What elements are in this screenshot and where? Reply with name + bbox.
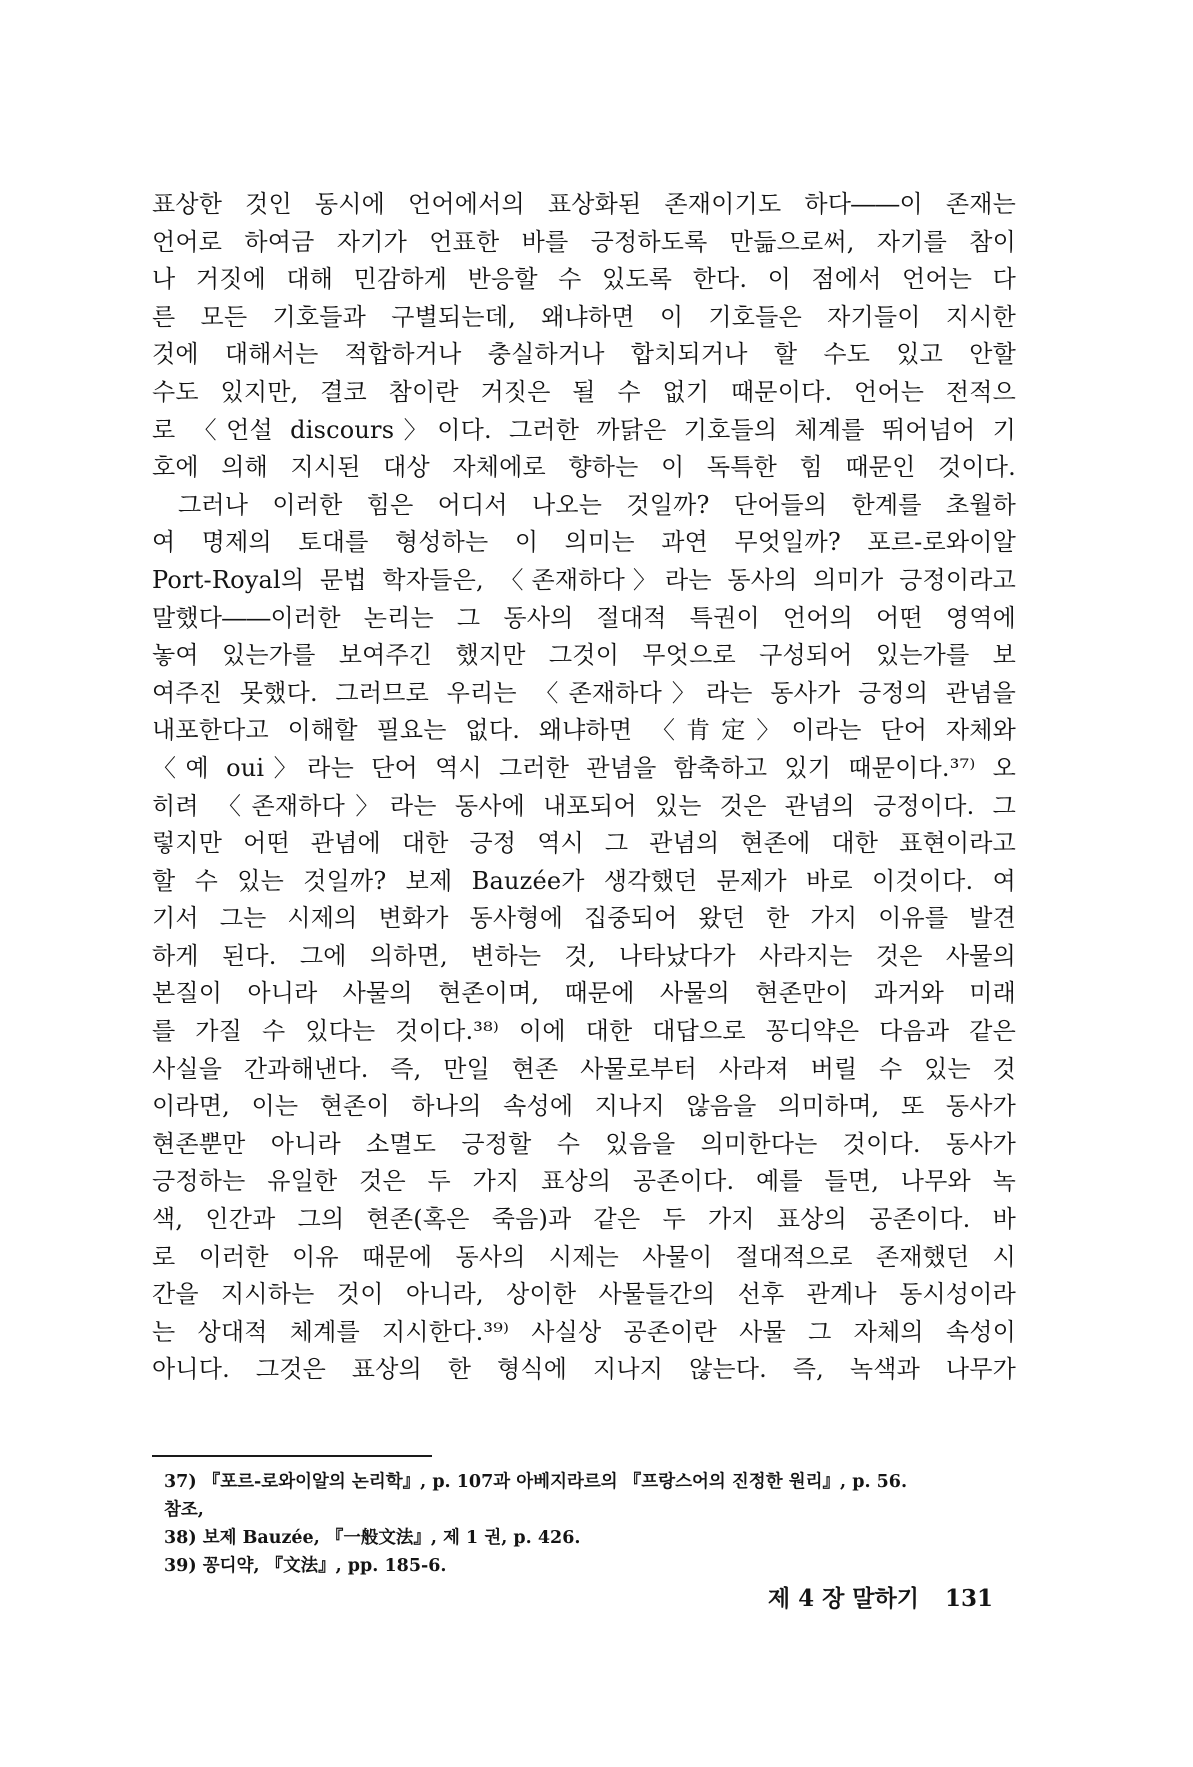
body-line: 언어로 하여금 자기가 언표한 바를 긍정하도록 만듦으로써, 자기를 참이 — [152, 227, 1016, 256]
body-line: 색, 인간과 그의 현존(혹은 죽음)과 같은 두 가지 표상의 공존이다. 바 — [152, 1205, 1016, 1234]
footnote-39: 39) 꽁디약, 『文法』, pp. 185-6. — [164, 1556, 447, 1576]
body-line: 수도 있지만, 결코 참이란 거짓은 될 수 없기 때문이다. 언어는 전적으 — [152, 377, 1016, 406]
body-line: 른 모든 기호들과 구별되는데, 왜냐하면 이 기호들은 자기들이 지시한 — [152, 302, 1016, 331]
body-line: 로 이러한 이유 때문에 동사의 시제는 사물이 절대적으로 존재했던 시 — [152, 1242, 1016, 1271]
body-line: 긍정하는 유일한 것은 두 가지 표상의 공존이다. 예를 들면, 나무와 녹 — [152, 1167, 1016, 1196]
body-line: 호에 의해 지시된 대상 자체에로 향하는 이 독특한 힘 때문인 것이다. — [152, 453, 1016, 482]
body-line: 할 수 있는 것일까? 보제 Bauzée가 생각했던 문제가 바로 이것이다. 여 — [152, 866, 1016, 895]
body-line: 로 〈언설 discours〉이다. 그러한 까닭은 기호들의 체계를 뛰어넘어 기 — [152, 415, 1016, 444]
body-line: 여주진 못했다. 그러므로 우리는 〈존재하다〉라는 동사가 긍정의 관념을 — [152, 678, 1016, 707]
chapter-title: 제 4 장 말하기 — [767, 1585, 919, 1612]
footnotes — [164, 1468, 1024, 1580]
body-line: 기서 그는 시제의 변화가 동사형에 집중되어 왔던 한 가지 이유를 발견 — [152, 904, 1016, 933]
body-line: 렇지만 어떤 관념에 대한 긍정 역시 그 관념의 현존에 대한 표현이라고 — [152, 829, 1016, 858]
body-line: 내포한다고 이해할 필요는 없다. 왜냐하면 〈肯定〉이라는 단어 자체와 — [152, 716, 1016, 745]
footnote-38: 38) 보제 Bauzée, 『一般文法』, 제 1 권, p. 426. — [164, 1528, 581, 1548]
body-line: 것에 대해서는 적합하거나 충실하거나 합치되거나 할 수도 있고 안할 — [152, 340, 1016, 369]
body-line: Port-Royal의 문법 학자들은, 〈존재하다〉라는 동사의 의미가 긍정이라고 — [152, 565, 1016, 594]
footnote-37: 37) 『포르-로와이알의 논리학』, p. 107과 아베지라르의 『프랑스어의 진정한 원리』, p. 56. — [164, 1472, 908, 1492]
page-number: 131 — [944, 1585, 993, 1612]
body-line: 를 가질 수 있다는 것이다.³⁸⁾ 이에 대한 대답으로 꽁디약은 다음과 같은 — [152, 1017, 1016, 1046]
body-line: 히려 〈존재하다〉라는 동사에 내포되어 있는 것은 관념의 긍정이다. 그 — [152, 791, 1016, 820]
body-line: 〈예 oui〉라는 단어 역시 그러한 관념을 함축하고 있기 때문이다.³⁷⁾ 오 — [152, 753, 1016, 782]
body-line: 본질이 아니라 사물의 현존이며, 때문에 사물의 현존만이 과거와 미래 — [152, 979, 1016, 1008]
body-line: 여 명제의 토대를 형성하는 이 의미는 과연 무엇일까? 포르-로와이알 — [152, 528, 1016, 557]
body-line: 현존뿐만 아니라 소멸도 긍정할 수 있음을 의미한다는 것이다. 동사가 — [152, 1129, 1016, 1158]
body-line: 사실을 간과해낸다. 즉, 만일 현존 사물로부터 사라져 버릴 수 있는 것 — [152, 1054, 1016, 1083]
body-line: 놓여 있는가를 보여주긴 했지만 그것이 무엇으로 구성되어 있는가를 보 — [152, 641, 1016, 670]
footnote-37-continued: 참조, — [164, 1500, 204, 1520]
paragraph-start-line: 그러나 이러한 힘은 어디서 나오는 것일까? 단어들의 한계를 초월하 — [178, 490, 1016, 519]
body-line: 아니다. 그것은 표상의 한 형식에 지나지 않는다. 즉, 녹색과 나무가 — [152, 1355, 1016, 1384]
body-text — [152, 186, 1016, 1389]
page-footer — [768, 1580, 993, 1613]
body-line: 하게 된다. 그에 의하면, 변하는 것, 나타났다가 사라지는 것은 사물의 — [152, 941, 1016, 970]
body-line: 표상한 것인 동시에 언어에서의 표상화된 존재이기도 하다――이 존재는 — [152, 190, 1016, 218]
body-line: 는 상대적 체계를 지시한다.³⁹⁾ 사실상 공존이란 사물 그 자체의 속성이 — [152, 1317, 1016, 1346]
body-line: 간을 지시하는 것이 아니라, 상이한 사물들간의 선후 관계나 동시성이라 — [152, 1280, 1016, 1309]
footnote-divider — [152, 1455, 432, 1457]
body-line: 말했다――이러한 논리는 그 동사의 절대적 특권이 언어의 어떤 영역에 — [152, 603, 1016, 632]
body-line: 나 거짓에 대해 민감하게 반응할 수 있도록 한다. 이 점에서 언어는 다 — [152, 265, 1016, 294]
body-line: 이라면, 이는 현존이 하나의 속성에 지나지 않음을 의미하며, 또 동사가 — [152, 1092, 1016, 1121]
